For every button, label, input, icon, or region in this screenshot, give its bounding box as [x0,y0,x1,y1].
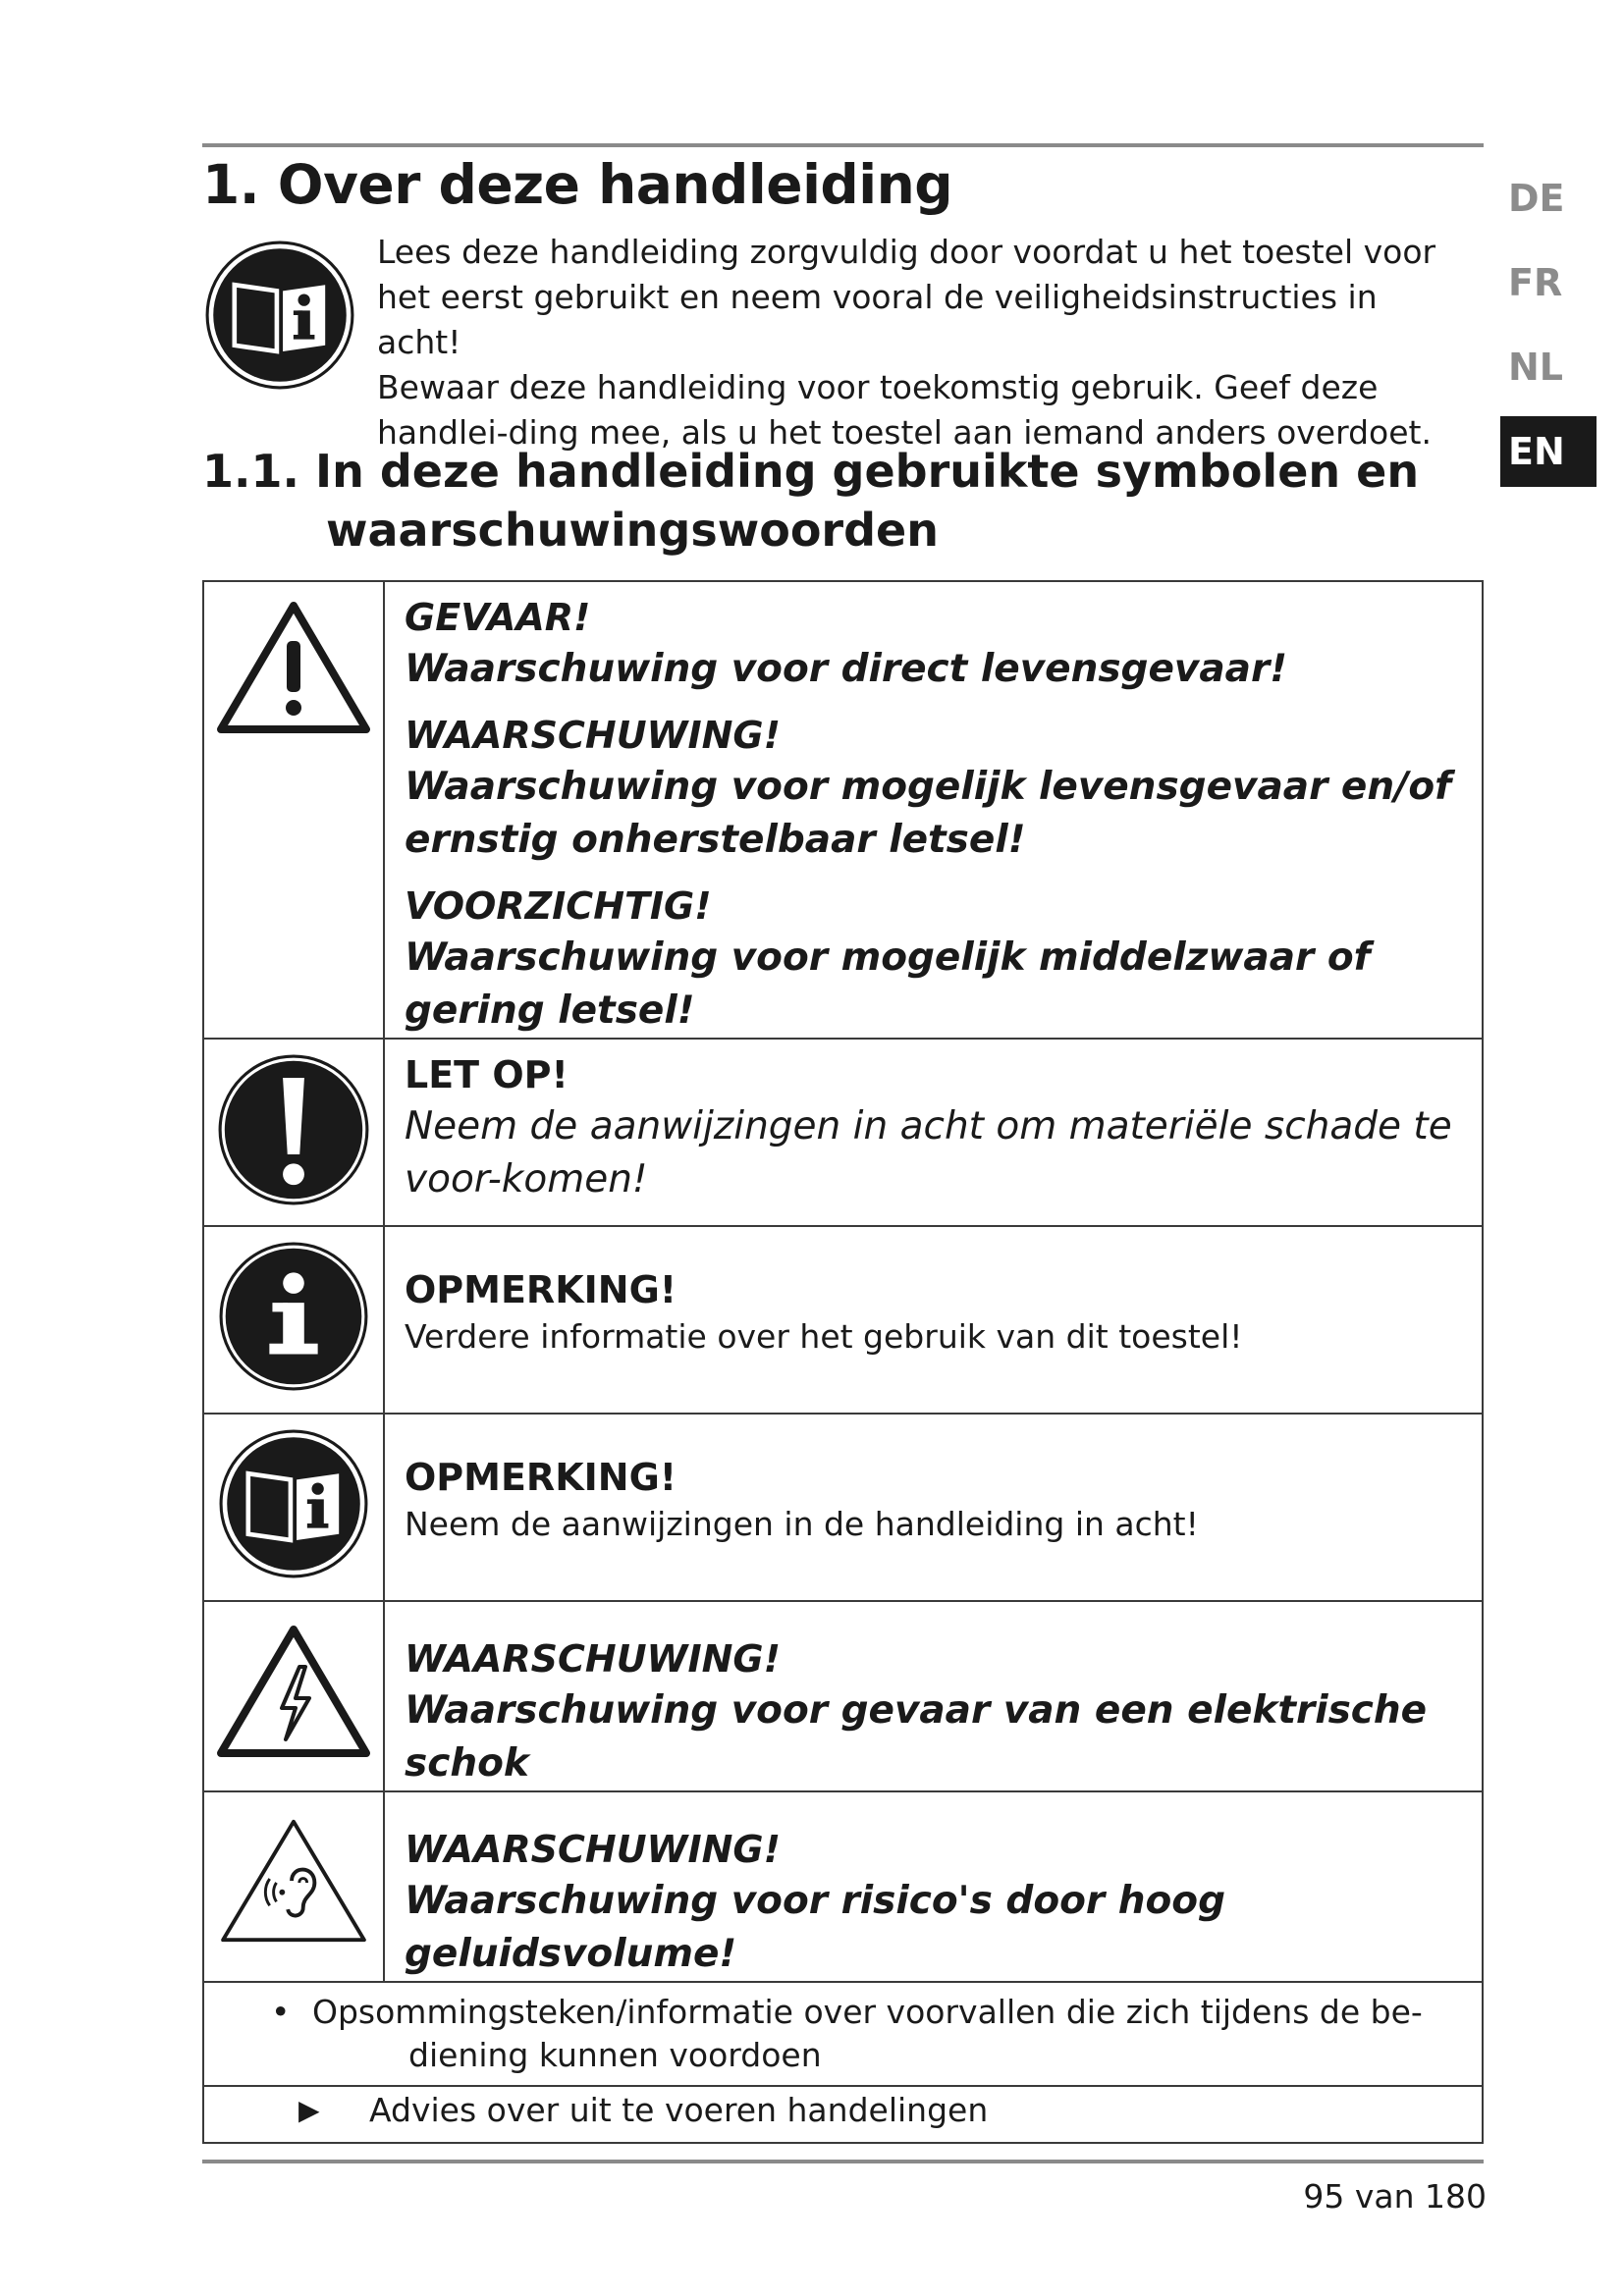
exclamation-circle-icon [217,1053,370,1206]
symbols-table [202,580,1484,2144]
bullet-legend-line2: diening kunnen voordoen [408,2036,822,2074]
table-row [203,1226,1483,1414]
caution-label: VOORZICHTIG! [405,884,712,928]
table-row [203,1791,1483,1982]
lang-tab-nl[interactable]: NL [1508,346,1564,389]
intro-paragraph-2: Bewaar deze handleiding voor toekomstig gebruik. Geef deze handlei-ding mee, als u het toestel aan iemand anders overdoet. [377,368,1432,452]
info-circle-icon [218,1241,369,1392]
note-info-label: OPMERKING! [405,1268,677,1311]
electric-shock-icon [215,1624,372,1761]
page-title: 1. Over deze handleiding [202,153,953,216]
bullet-legend-line1: Opsommingsteken/informatie over voorvallen die zich tijdens de be- [312,1993,1423,2031]
table-row [203,1982,1483,2086]
table-row [203,1039,1483,1226]
warning-label: WAARSCHUWING! [405,714,781,757]
table-row [203,2086,1483,2143]
intro-text [377,230,1457,455]
volume-warning-description: Waarschuwing voor risico's door hoog geluidsvolume! [405,1879,1225,1976]
attention-description: Neem de aanwijzingen in acht om materiële schade te voor-komen! [405,1104,1452,1201]
bullet-legend [204,1983,1482,2077]
caution-description: Waarschuwing voor mogelijk middelzwaar of gering letsel! [405,935,1371,1033]
note-manual-description: Neem de aanwijzingen in de handleiding in acht! [405,1505,1199,1543]
table-row [203,1414,1483,1601]
top-rule [202,143,1484,147]
play-arrow-icon: ▶ [298,2094,320,2126]
note-info-description: Verdere informatie over het gebruik van dit toestel! [405,1317,1243,1356]
warning-triangle-icon [215,600,372,737]
danger-label: GEVAAR! [405,596,591,639]
table-row [203,581,1483,1039]
lang-tab-en[interactable]: EN [1500,416,1597,487]
lang-tab-de[interactable]: DE [1508,177,1565,220]
bullet-symbol: • [271,1993,291,2031]
page-number: 95 van 180 [1303,2177,1487,2216]
section-heading-line1: 1.1. In deze handleiding gebruikte symbolen en [202,445,1420,498]
note-manual-label: OPMERKING! [405,1456,677,1499]
table-row [203,1601,1483,1791]
section-heading [202,442,1419,560]
warning-description: Waarschuwing voor mogelijk levensgevaar en/of ernstig onherstelbaar letsel! [405,765,1452,862]
danger-description: Waarschuwing voor direct levensgevaar! [405,647,1287,691]
hearing-volume-icon [217,1814,370,1948]
electric-warning-description: Waarschuwing voor gevaar van een elektrische schok [405,1688,1428,1786]
section-heading-line2: waarschuwingswoorden [326,504,939,557]
footer-rule [202,2160,1484,2163]
attention-label: LET OP! [405,1053,568,1096]
manual-info-icon [218,1428,369,1579]
lang-tab-fr[interactable]: FR [1508,261,1563,304]
electric-warning-label: WAARSCHUWING! [405,1637,781,1681]
manual-info-icon [204,240,355,391]
intro-paragraph-1: Lees deze handleiding zorgvuldig door voordat u het toestel voor het eerst gebruikt en neem vooral de veiligheidsinstructies in acht! [377,233,1436,361]
volume-warning-label: WAARSCHUWING! [405,1828,781,1871]
advice-legend [204,2087,1482,2132]
advice-legend-text: Advies over uit te voeren handelingen [369,2091,989,2129]
